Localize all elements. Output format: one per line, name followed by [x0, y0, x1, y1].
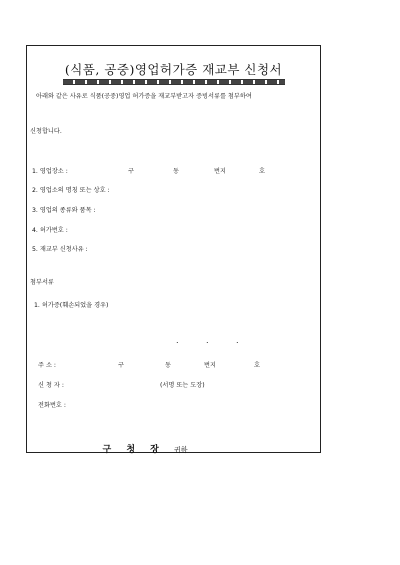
unit-ho: 호 [259, 168, 265, 175]
intro-line-2: 신청합니다. [30, 128, 62, 135]
item-reissue-reason: 5. 재교부 신청사유 : [32, 246, 88, 253]
unit-gu: 구 [128, 168, 134, 175]
item-business-type: 3. 영업의 종류와 품목 : [32, 207, 96, 214]
recipient-suffix: 귀하 [173, 446, 188, 454]
item-license-number: 4. 허가번호 : [32, 227, 68, 234]
unit-dong: 동 [173, 168, 179, 175]
recipient-title: 구 청 장 [102, 445, 165, 455]
item-business-location: 1. 영업장소 : [32, 168, 68, 175]
signature-note: (서명 또는 도장) [160, 382, 205, 389]
applicant-unit-gu: 구 [118, 362, 124, 369]
unit-beonji: 번지 [214, 168, 226, 175]
applicant-name-label: 신 청 자 : [38, 382, 64, 389]
form-title: (식품, 공중)영업허가증 재교부 신청서 [64, 62, 283, 77]
title-underline [63, 79, 285, 85]
attachment-item: 1. 허가증(훼손되었을 경우) [34, 302, 109, 309]
applicant-address-label: 주 소 : [38, 362, 56, 369]
date-dot-year: . [176, 336, 179, 345]
applicant-phone-label: 전화번호 : [38, 402, 66, 409]
applicant-unit-dong: 동 [165, 362, 171, 369]
date-dot-month: . [206, 336, 209, 345]
applicant-unit-ho: 호 [254, 362, 260, 369]
date-dot-day: . [236, 336, 239, 345]
closing-line [0, 437, 345, 456]
intro-line-1: 아래와 같은 사유로 식품(공중)영업 허가증을 재교부받고자 증빙서류를 첨부하여 [36, 93, 252, 100]
applicant-unit-beonji: 번지 [204, 362, 216, 369]
attachments-title: 첨부서류 [30, 279, 54, 286]
item-business-name: 2. 영업소의 명칭 또는 상호 : [32, 187, 110, 194]
